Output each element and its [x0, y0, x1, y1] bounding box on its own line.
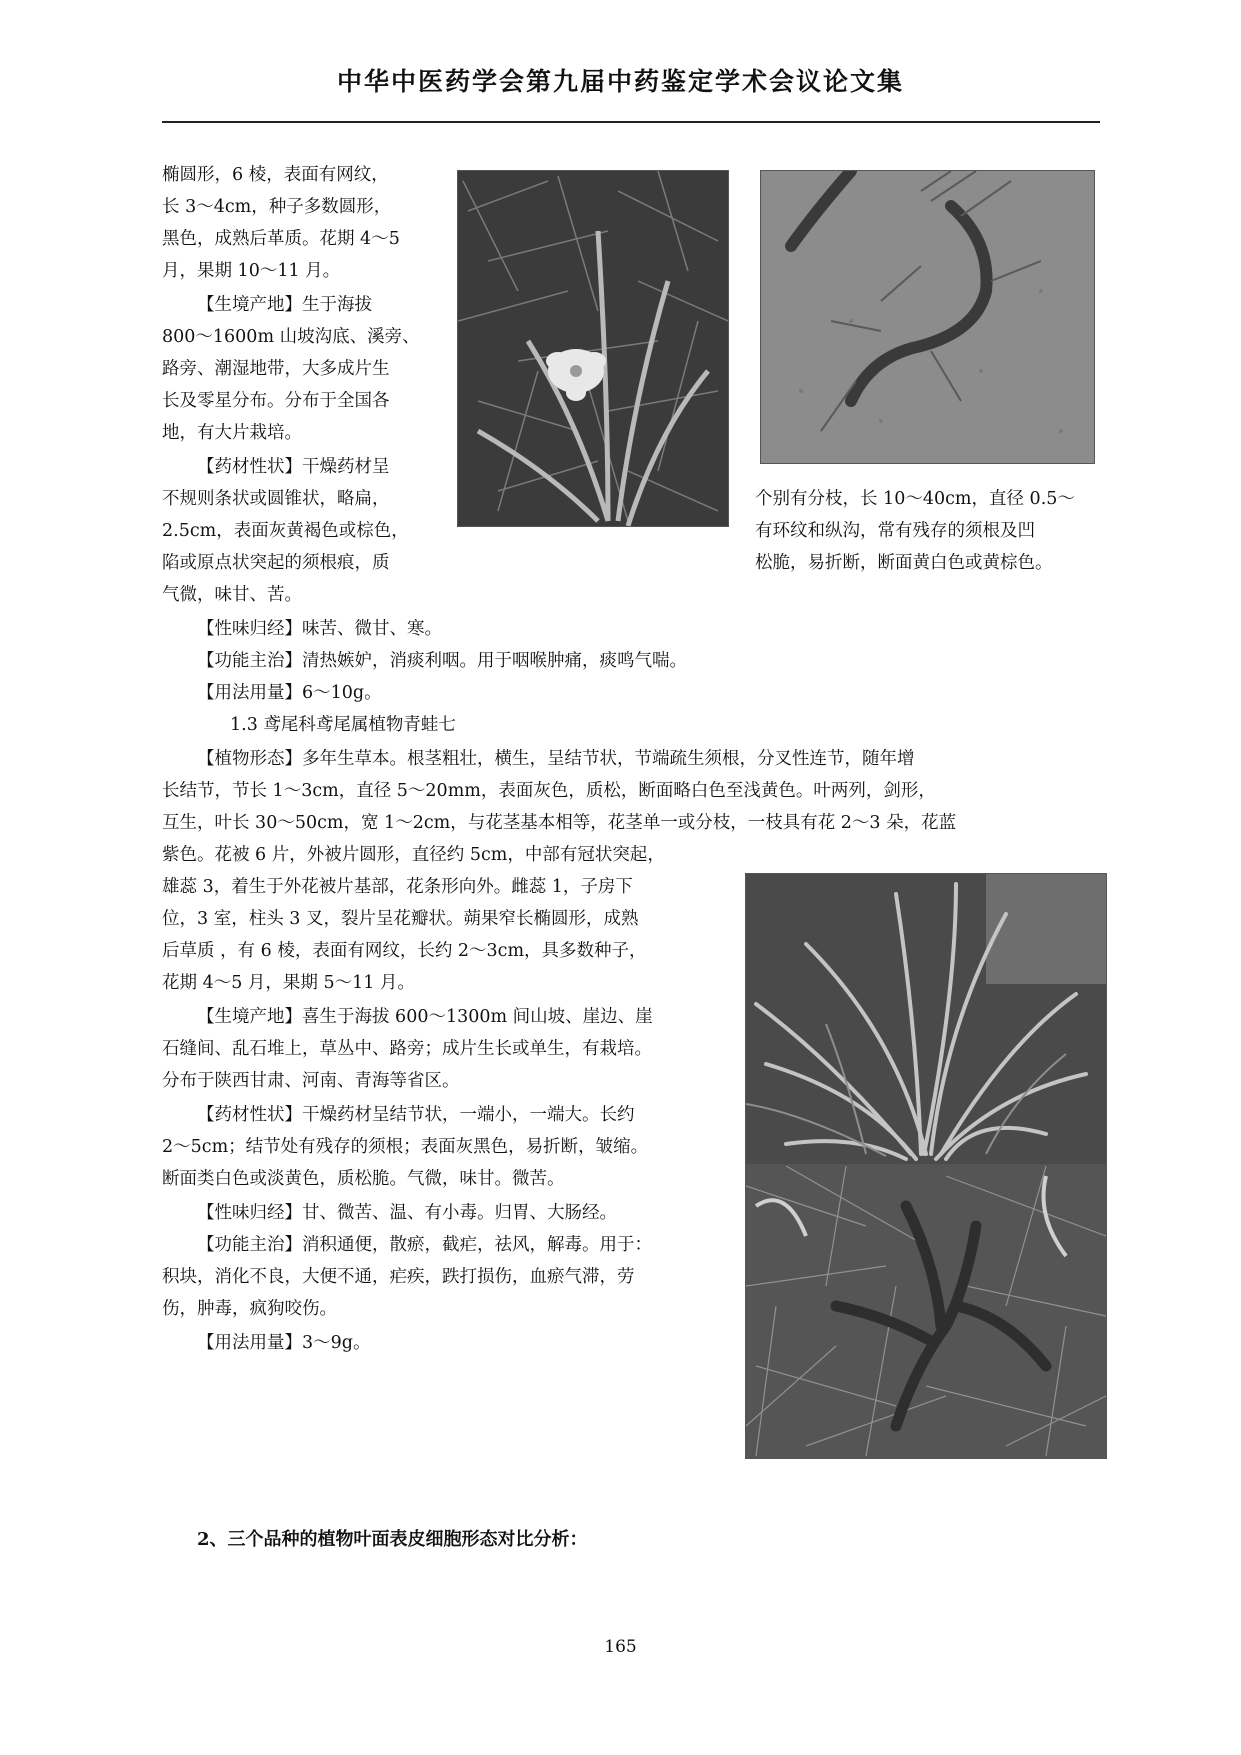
photo-rhizome-image — [761, 171, 1094, 463]
subsection-heading: 1.3 鸢尾科鸢尾属植物青蛙七 — [230, 715, 456, 735]
text-line: 石缝间、乱石堆上，草丛中、路旁；成片生长或单生，有栽培。 — [162, 1039, 652, 1059]
text-line: 分布于陕西甘肃、河南、青海等省区。 — [162, 1071, 460, 1091]
text-line: 2.5cm，表面灰黄褐色或棕色， — [162, 521, 409, 541]
text-line: 【用法用量】6～10g。 — [197, 683, 382, 703]
text-line: 雄蕊 3，着生于外花被片基部，花条形向外。雌蕊 1，子房下 — [162, 877, 633, 897]
text-line: 气微，味甘、苦。 — [162, 585, 302, 605]
text-line: 【生境产地】喜生于海拔 600～1300m 间山坡、崖边、崖 — [197, 1007, 653, 1027]
text-line: 有环纹和纵沟，常有残存的须根及凹 — [755, 521, 1035, 541]
text-line: 陷或原点状突起的须根痕，质 — [162, 553, 390, 573]
text-line: 积块，消化不良，大便不通，疟疾，跌打损伤，血瘀气滞，劳 — [162, 1267, 635, 1287]
photo-plant-clump-image — [746, 874, 1106, 1164]
text-line: 断面类白色或淡黄色，质松脆。气微，味甘。微苦。 — [162, 1169, 565, 1189]
text-line: 黑色，成熟后革质。花期 4～5 — [162, 229, 400, 249]
text-line: 2～5cm；结节处有残存的须根；表面灰黑色，易折断，皱缩。 — [162, 1137, 649, 1157]
text-line: 椭圆形，6 棱，表面有网纹， — [162, 165, 389, 185]
page-header-title: 中华中医药学会第九届中药鉴定学术会议论文集 — [336, 67, 904, 96]
text-line: 【功能主治】清热嫉妒，消痰利咽。用于咽喉肿痛，痰鸣气喘。 — [197, 651, 687, 671]
photo-plant-clump — [745, 873, 1107, 1165]
text-line: 路旁、潮湿地带，大多成片生 — [162, 359, 390, 379]
text-line: 【性味归经】味苦、微甘、寒。 — [197, 619, 442, 639]
header-rule — [162, 121, 1100, 123]
text-line: 长 3～4cm，种子多数圆形， — [162, 197, 392, 217]
text-line: 后草质 ，有 6 棱，表面有网纹，长约 2～3cm，具多数种子， — [162, 941, 647, 961]
text-line: 地，有大片栽培。 — [162, 423, 302, 443]
text-line: 长及零星分布。分布于全国各 — [162, 391, 390, 411]
text-line: 松脆，易折断，断面黄白色或黄棕色。 — [755, 553, 1053, 573]
photo-rhizome-ground-image — [746, 1166, 1106, 1458]
text-line: 【药材性状】干燥药材呈结节状，一端小，一端大。长约 — [197, 1105, 635, 1125]
photo-rhizome — [760, 170, 1095, 464]
text-line: 长结节，节长 1～3cm，直径 5～20mm，表面灰色，质松，断面略白色至浅黄色。叶两列，剑形， — [162, 781, 936, 801]
photo-flowering-plant — [457, 170, 729, 527]
photo-flowering-plant-image — [458, 171, 728, 526]
page-number: 165 — [604, 1637, 637, 1657]
text-line: 互生，叶长 30～50cm，宽 1～2cm，与花茎基本相等，花茎单一或分枝，一枝具有花 2～3 朵，花蓝 — [162, 813, 957, 833]
text-line: 【药材性状】干燥药材呈 — [197, 457, 390, 477]
photo-rhizome-ground — [745, 1165, 1107, 1459]
text-line: 花期 4～5 月，果期 5～11 月。 — [162, 973, 415, 993]
text-line: 个别有分枝，长 10～40cm，直径 0.5～ — [755, 489, 1075, 509]
text-line: 位，3 室，柱头 3 叉，裂片呈花瓣状。蒴果窄长椭圆形，成熟 — [162, 909, 639, 929]
text-line: 【性味归经】甘、微苦、温、有小毒。归胃、大肠经。 — [197, 1203, 617, 1223]
text-line: 【生境产地】生于海拔 — [197, 295, 372, 315]
text-line: 【用法用量】3～9g。 — [197, 1333, 371, 1353]
text-line: 800～1600m 山坡沟底、溪旁、 — [162, 327, 420, 347]
text-line: 月，果期 10～11 月。 — [162, 261, 341, 281]
section-heading: 2、三个品种的植物叶面表皮细胞形态对比分析： — [197, 1529, 588, 1550]
text-line: 【功能主治】消积通便，散瘀，截疟，祛风，解毒。用于： — [197, 1235, 652, 1255]
text-line: 伤，肿毒，疯狗咬伤。 — [162, 1299, 337, 1319]
text-line: 紫色。花被 6 片，外被片圆形，直径约 5cm，中部有冠状突起， — [162, 845, 665, 865]
text-line: 【植物形态】多年生草本。根茎粗壮，横生，呈结节状，节端疏生须根，分叉性连节，随年增 — [197, 749, 915, 769]
text-line: 不规则条状或圆锥状，略扁， — [162, 489, 390, 509]
